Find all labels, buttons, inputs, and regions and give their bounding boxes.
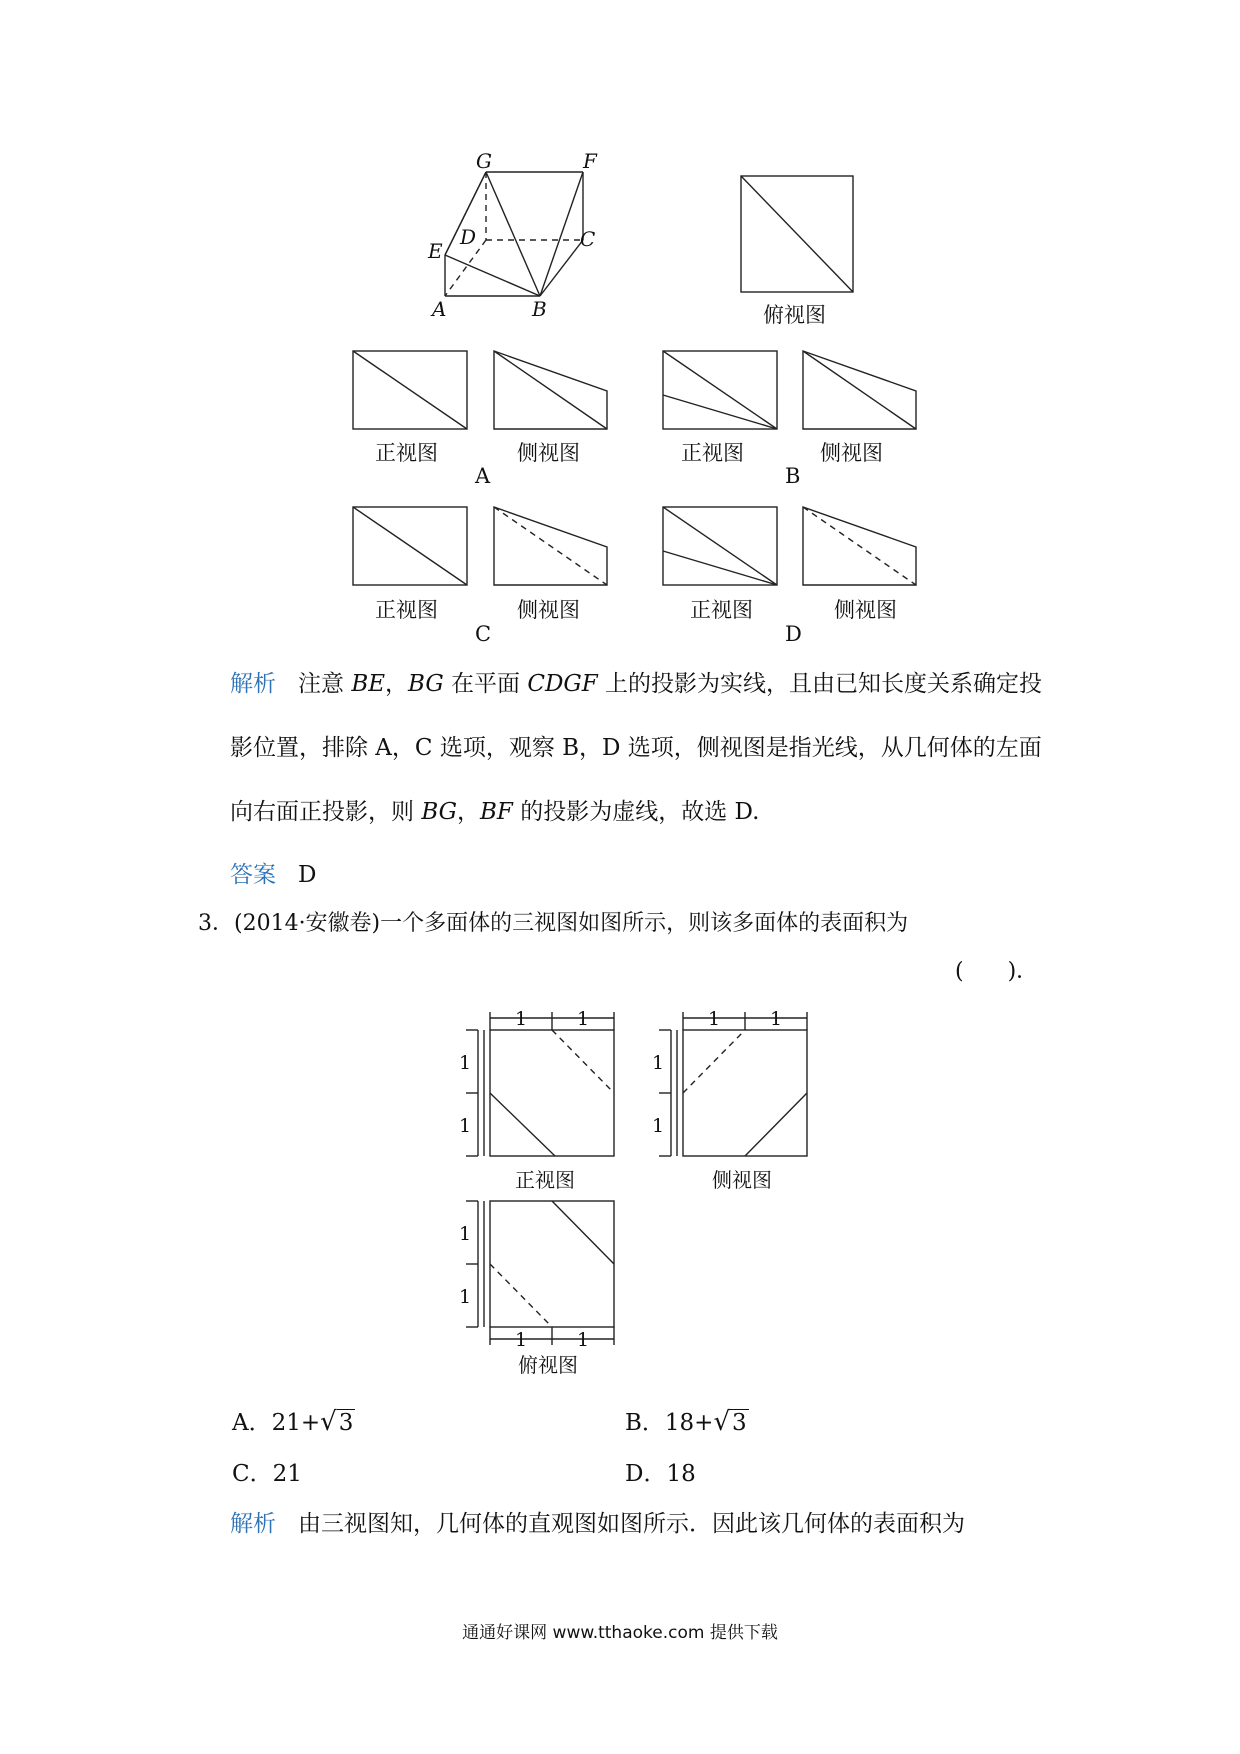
dim-label: 1: [577, 1329, 590, 1351]
choice-value: 18+: [664, 1410, 714, 1436]
option-c-front-caption: 正视图: [375, 598, 438, 622]
choice-letter: D．: [625, 1461, 667, 1487]
option-c-letter: C: [475, 622, 492, 646]
choice-a: [232, 1404, 355, 1437]
analysis-text: 上的投影为实线，且由已知长度关系确定投影位置，排除 A，C 选项，观察 B，D 选项，侧视图是指光线，从几何体的左面向右面正投影，则: [230, 671, 1043, 825]
dim-label: 1: [459, 1223, 472, 1245]
choice-value: 21: [272, 1461, 302, 1487]
question-3: 3．(2014·安徽卷)一个多面体的三视图如图所示，则该多面体的表面积为: [198, 911, 909, 936]
analysis-text: 在平面: [451, 671, 521, 697]
dim-label: 1: [652, 1052, 665, 1074]
page-footer: 通通好课网 www.tthaoke.com 提供下载: [462, 1623, 778, 1643]
math-bg: BG: [408, 671, 444, 697]
math-cdgf: CDGF: [527, 671, 598, 697]
vertex-label-g: G: [476, 149, 492, 173]
option-d-letter: D: [785, 622, 802, 646]
vertex-label-d: D: [460, 225, 477, 249]
answer-tag: 答案: [230, 862, 276, 888]
front-view-caption: 正视图: [515, 1168, 575, 1192]
figure-1: [0, 0, 1240, 680]
dim-label: 1: [770, 1008, 783, 1030]
option-d-front-caption: 正视图: [690, 598, 753, 622]
analysis-text: 注意: [298, 671, 344, 697]
choice-value: 18: [666, 1461, 696, 1487]
vertex-label-b: B: [532, 297, 547, 321]
question-3-blank: ( )．: [955, 959, 1039, 984]
choice-letter: A．: [232, 1410, 272, 1436]
dim-label: 1: [652, 1115, 665, 1137]
option-a-side-caption: 侧视图: [517, 441, 580, 465]
choice-d: [625, 1455, 696, 1488]
choice-radicand: 3: [338, 1410, 354, 1436]
sqrt-symbol: √3: [713, 1407, 747, 1437]
math-be: BE: [351, 671, 386, 697]
math-bg: BG: [421, 799, 458, 825]
math-bf: BF: [480, 799, 513, 825]
choice-b: [625, 1404, 749, 1437]
analysis-tag: 解析: [230, 671, 276, 697]
choice-c: [232, 1455, 302, 1488]
analysis-comma: ，: [385, 671, 409, 697]
vertex-label-e: E: [428, 239, 443, 263]
option-b-letter: B: [785, 464, 801, 488]
answer-1: [230, 856, 316, 889]
analysis-tag: 解析: [230, 1511, 276, 1537]
option-d-side-caption: 侧视图: [834, 598, 897, 622]
top-view-caption: 俯视图: [518, 1353, 578, 1377]
choice-radicand: 3: [732, 1410, 747, 1436]
dim-label: 1: [708, 1008, 721, 1030]
option-b-front-caption: 正视图: [681, 441, 744, 465]
dim-label: 1: [459, 1115, 472, 1137]
top-view-caption: 俯视图: [763, 303, 826, 327]
option-a-front-caption: 正视图: [375, 441, 438, 465]
analysis-1: [230, 652, 1050, 844]
dim-label: 1: [459, 1052, 472, 1074]
answer-value: D: [298, 862, 317, 888]
vertex-label-a: A: [432, 297, 447, 321]
dim-label: 1: [515, 1008, 528, 1030]
dim-label: 1: [515, 1329, 528, 1351]
analysis-text: 由三视图知，几何体的直观图如图所示．因此该几何体的表面积为: [298, 1511, 965, 1537]
choice-value: 21+: [271, 1410, 321, 1436]
analysis-text: 的投影为虚线，故选 D.: [520, 799, 760, 825]
side-view-caption: 侧视图: [712, 1168, 772, 1192]
analysis-comma: ，: [457, 799, 481, 825]
option-a-letter: A: [475, 464, 491, 488]
choice-letter: C．: [232, 1461, 273, 1487]
dim-label: 1: [459, 1286, 472, 1308]
choice-letter: B．: [625, 1410, 665, 1436]
analysis-3: [230, 1505, 965, 1538]
sqrt-symbol: √3: [320, 1407, 354, 1437]
vertex-label-c: C: [580, 227, 596, 251]
option-b-side-caption: 侧视图: [820, 441, 883, 465]
vertex-label-f: F: [583, 149, 597, 173]
dim-label: 1: [577, 1008, 590, 1030]
option-c-side-caption: 侧视图: [517, 598, 580, 622]
